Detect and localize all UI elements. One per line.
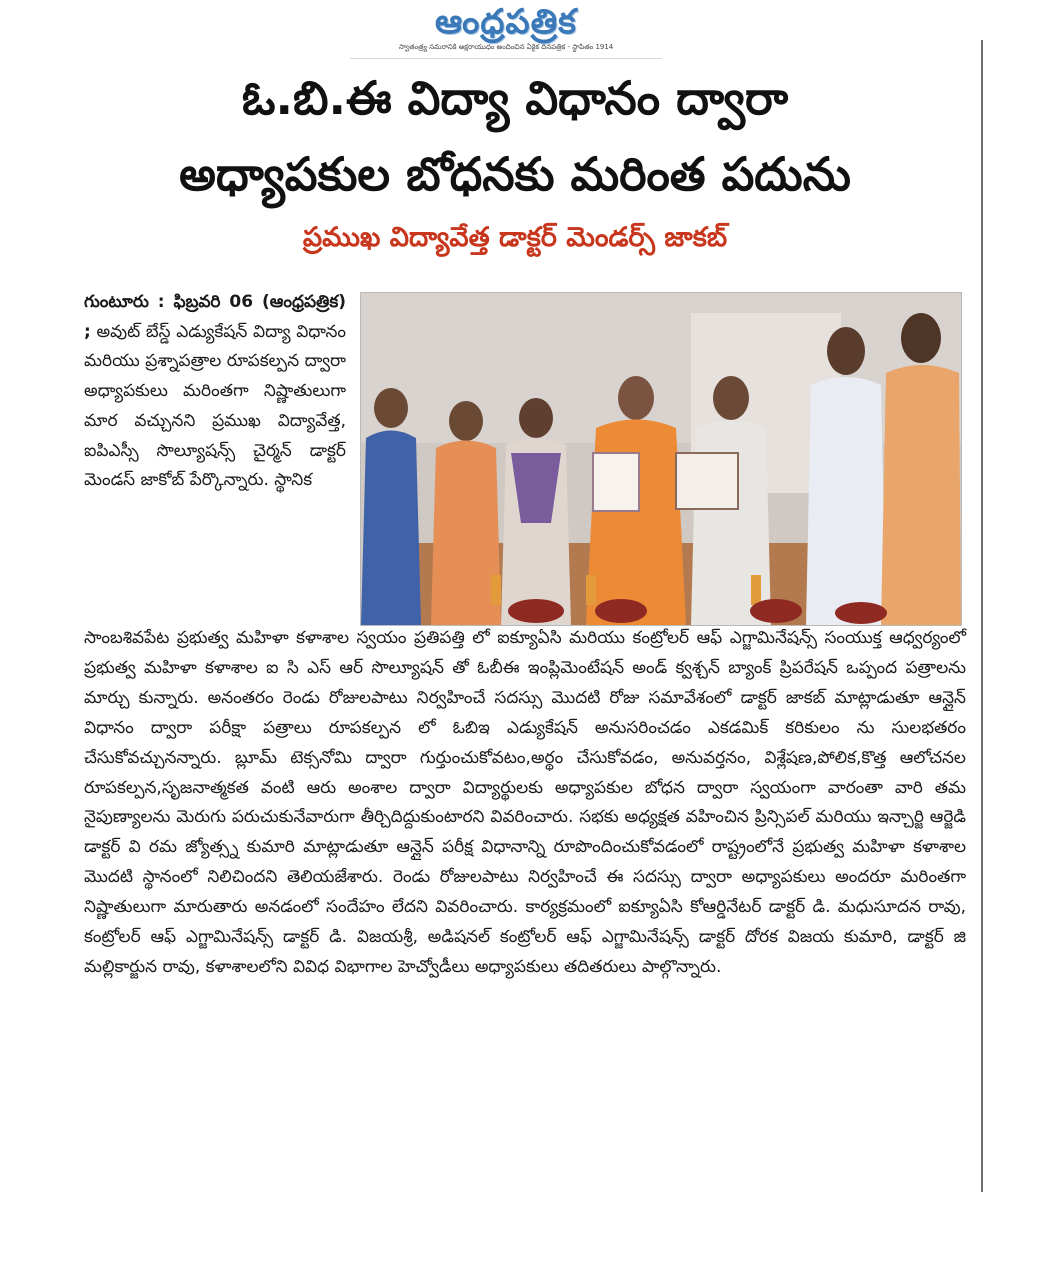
- dateline: గుంటూరు : ఫిబ్రవరి 06 (ఆంధ్రపత్రిక) ;: [84, 292, 346, 342]
- headline-line-1: ఓ.బి.ఈ విద్యా విధానం ద్వారా: [241, 71, 789, 125]
- column-rule: [981, 40, 983, 1192]
- headline-line-2: అధ్యాపకుల బోధనకు మరింత పదును: [179, 147, 851, 201]
- news-photo-illustration: [361, 293, 961, 625]
- article-lead-column: [84, 288, 346, 496]
- masthead-logo: ఆంధ్రపత్రిక: [435, 2, 577, 42]
- news-photo: [360, 292, 962, 626]
- subheadline: ప్రముఖ విద్యావేత్త డాక్టర్ మెండర్స్ జాకబ్: [302, 222, 728, 253]
- headline: [60, 60, 970, 212]
- masthead-tagline: స్వాతంత్ర్య సమరానికి అక్షరాయుధం అందించిన ఏకైక దినపత్రిక - స్థాపితం 1914: [398, 43, 614, 51]
- article-body: సాంబశివపేట ప్రభుత్వ మహిళా కళాశాల స్వయం ప్రతిపత్తి లో ఐక్యూఏసి మరియు కంట్రోలర్ ఆఫ్ ఎగ్జామినేషన్స్ సంయుక్త ఆధ్వర్యంలో ప్రభుత్వ మహిళా కళాశాల ఐ సి ఎస్ ఆర్ సొల్యూషన్ తో ఓబీఈ ఇంప్లిమెంటేషన్ అండ్ క్వశ్చన్ బ్యాంక్ ప్రిపరేషన్ ఒప్పంద పత్రాలను మార్చు కున్నారు. అనంతరం రెండు రోజులపాటు నిర్వహించే సదస్సు మొదటి రోజు సమావేశంలో డాక్టర్ జాకబ్ మాట్లాడుతూ ఆన్లైన్ విధానం ద్వారా పరీక్షా పత్రాలు రూపకల్పన లో ఓబిఇ ఎడ్యుకేషన్ అనుసరించడం ఎకడమిక్ కరికులం ను సులభతరం చేసుకోవచ్చునన్నారు. బ్లూమ్ టెక్సనోమి ద్వారా గుర్తుంచుకోవటం,అర్థం చేసుకోవడం, అనువర్తనం, విశ్లేషణ,పోలిక,కొత్త ఆలోచనల రూపకల్పన,సృజనాత్మకత వంటి ఆరు అంశాల ద్వారా విద్యార్థులకు అధ్యాపకుల బోధన ద్వారా స్వయంగా వారంతా వారి తమ నైపుణ్యాలను మెరుగు పరుచుకునేవారుగా తీర్చిదిద్దుకుంటారని వివరించారు. సభకు అధ్యక్షత వహించిన ప్రిన్సిపల్ మరియు ఇన్చార్జి ఆర్జెడి డాక్టర్ వి రమ జ్యోత్స్న కుమారి మాట్లాడుతూ ఆన్లైన్ పరీక్ష విధానాన్ని రూపొందించుకోవడంలో రాష్ట్రంలోనే ప్రభుత్వ మహిళా కళాశాల మొదటి స్థానంలో నిలిచిందని తెలియజేశారు. రెండు రోజులపాటు నిర్వహించే ఈ సదస్సు ద్వారా అధ్యాపకులు అందరూ మరింతగా నిష్ణాతులుగా మారుతారు అనడంలో సందేహం లేదని వివరించారు. కార్యక్రమంలో ఐక్యూఏసి కోఆర్డినేటర్ డాక్టర్ డి. మధుసూదన రావు, కంట్రోలర్ ఆఫ్ ఎగ్జామినేషన్స్ డాక్టర్ డి. విజయశ్రీ, అడిషనల్ కంట్రోలర్ ఆఫ్ ఎగ్జామినేషన్స్ డాక్టర్ దోరక విజయ కుమారి, డాక్టర్ జి మల్లికార్జున రావు, కళాశాలలోని వివిధ విభాగాల హెచ్వోడీలు అధ్యాపకులు తదితరులు పాల్గొన్నారు.: [84, 628, 966, 977]
- article-lead: అవుట్ బేస్డ్ ఎడ్యుకేషన్ విద్యా విధానం మరియు ప్రశ్నాపత్రాల రూపకల్పన ద్వారా అధ్యాపకులు మరింతగా నిష్ణాతులుగా మార వచ్చునని ప్రముఖ విద్యావేత్త, ఐపిఎస్సీ సొల్యూషన్స్ చైర్మన్ డాక్టర్ మెండస్ జాకోబ్ పేర్కొన్నారు. స్థానిక: [84, 321, 346, 491]
- masthead: [350, 0, 662, 59]
